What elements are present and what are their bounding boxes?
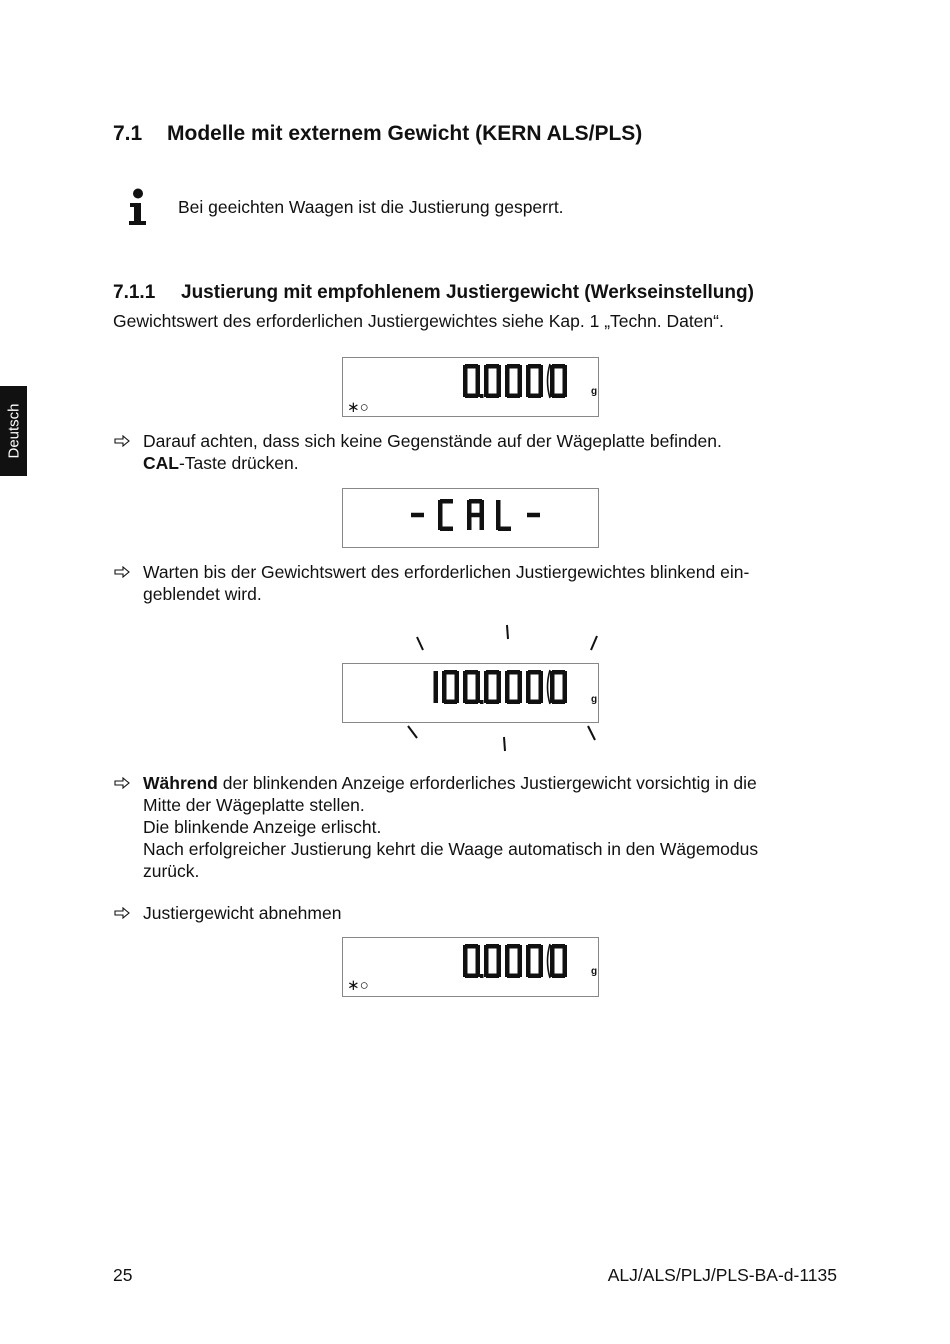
lcd-segment (463, 365, 468, 381)
lcd-segment (438, 500, 443, 515)
lcd-segment (497, 945, 502, 961)
display-digits (343, 938, 600, 998)
subsection-number: 7.1.1 (113, 282, 156, 303)
lcd-segment (505, 381, 510, 397)
lcd-segment (463, 381, 468, 397)
page-number: 25 (113, 1265, 133, 1285)
display-digits (343, 664, 600, 724)
lcd-segment (484, 365, 489, 381)
stability-indicator: ∗○ (347, 399, 369, 416)
lcd-bracket (548, 364, 551, 398)
info-note-text: Bei geeichten Waagen ist die Justierung gesperrt. (178, 197, 564, 217)
lcd-segment (497, 365, 502, 381)
lcd-display-zero-final (342, 937, 599, 997)
lcd-segment (527, 513, 540, 518)
lcd-segment (505, 671, 510, 687)
display-unit: g (591, 386, 598, 397)
lcd-segment (463, 961, 468, 977)
lcd-segment (498, 527, 511, 532)
step-3-line: Nach erfolgreicher Justierung kehrt die Waage automatisch in den Wägemodus (143, 839, 759, 859)
lcd-segment (411, 513, 424, 518)
lcd-segment (518, 945, 523, 961)
step-3-line: zurück. (143, 861, 200, 881)
lcd-segment (526, 671, 531, 687)
side-tab-label: Deutsch (5, 403, 22, 459)
lcd-segment (563, 365, 568, 381)
lcd-segment (539, 945, 544, 961)
lcd-segment (442, 687, 447, 703)
lcd-segment (563, 945, 568, 961)
lcd-display-calibration-weight (342, 663, 599, 723)
lcd-segment (484, 671, 489, 687)
lcd-segment (463, 945, 468, 961)
lcd-segment (526, 687, 531, 703)
lcd-segment (476, 945, 481, 961)
step-4-line: Justiergewicht abnehmen (143, 903, 342, 923)
lcd-segment (550, 945, 555, 961)
arrow-right-icon (114, 435, 130, 447)
lcd-segment (563, 671, 568, 687)
section-title: Modelle mit externem Gewicht (KERN ALS/PLS) (167, 122, 643, 145)
step-1 (114, 430, 722, 474)
subsection-heading (113, 282, 754, 304)
lcd-segment (550, 687, 555, 703)
blink-ray (588, 726, 595, 740)
lcd-segment (442, 671, 447, 687)
lcd-segment (463, 671, 468, 687)
section-number: 7.1 (113, 122, 143, 145)
lcd-segment (518, 365, 523, 381)
step-2-line-1: Warten bis der Gewichtswert des erforderlichen Justiergewichtes blinkend ein- (143, 562, 750, 582)
lcd-segment (440, 527, 453, 532)
arrow-right-icon (114, 907, 130, 919)
display-unit: g (591, 966, 598, 977)
lcd-segment (526, 365, 531, 381)
step-1-rest: -Taste drücken. (178, 453, 299, 473)
lcd-segment (526, 381, 531, 397)
display-cal-text (343, 489, 600, 549)
lcd-segment (526, 961, 531, 977)
blink-ray (417, 637, 423, 650)
cal-key-label: CAL (143, 453, 179, 473)
step-3-bold: Während (143, 773, 218, 793)
lcd-decimal-point (480, 394, 484, 398)
step-3-line: Mitte der Wägeplatte stellen. (143, 795, 365, 815)
step-3-rest: der blinkenden Anzeige erforderliches Justiergewicht vorsichtig in die (217, 773, 757, 793)
lcd-segment (496, 500, 501, 515)
display-digits (343, 358, 600, 418)
lcd-segment (539, 365, 544, 381)
lcd-segment (505, 687, 510, 703)
lcd-segment (484, 687, 489, 703)
blink-ray (507, 625, 508, 639)
lcd-segment (518, 671, 523, 687)
lcd-segment (497, 671, 502, 687)
blink-ray (591, 636, 597, 650)
section-heading (113, 122, 642, 146)
lcd-decimal-point (480, 974, 484, 978)
lcd-segment (455, 671, 460, 687)
lcd-segment (476, 365, 481, 381)
step-2-line-2: geblendet wird. (143, 584, 262, 604)
lcd-segment (434, 687, 439, 703)
blink-ray (504, 737, 505, 751)
arrow-right-icon (114, 777, 130, 789)
lcd-segment (463, 687, 468, 703)
stability-indicator: ∗○ (347, 977, 369, 994)
lcd-segment (469, 513, 482, 518)
lcd-segment (484, 945, 489, 961)
lcd-segment (505, 945, 510, 961)
lcd-decimal-point (480, 700, 484, 704)
step-4 (114, 902, 341, 924)
info-icon (126, 188, 150, 226)
subsection-intro: Gewichtswert des erforderlichen Justiergewichtes siehe Kap. 1 „Techn. Daten“. (113, 311, 724, 331)
lcd-segment (539, 671, 544, 687)
blink-ray (408, 726, 417, 738)
lcd-segment (550, 381, 555, 397)
lcd-segment (484, 381, 489, 397)
lcd-segment (484, 961, 489, 977)
lcd-segment (550, 365, 555, 381)
step-3 (114, 772, 758, 882)
lcd-display-cal (342, 488, 599, 548)
arrow-right-icon (114, 566, 130, 578)
lcd-segment (526, 945, 531, 961)
lcd-segment (550, 961, 555, 977)
subsection-title: Justierung mit empfohlenem Justiergewicht (Werkseinstellung) (181, 282, 754, 303)
step-1-line: Darauf achten, dass sich keine Gegenstände auf der Wägeplatte befinden. (143, 431, 722, 451)
lcd-segment (505, 365, 510, 381)
lcd-segment (550, 671, 555, 687)
language-side-tab (0, 386, 27, 476)
lcd-bracket (548, 670, 551, 704)
lcd-segment (476, 671, 481, 687)
lcd-segment (505, 961, 510, 977)
step-2 (114, 561, 749, 605)
lcd-bracket (548, 944, 551, 978)
step-3-line: Die blinkende Anzeige erlischt. (143, 817, 382, 837)
display-unit: g (591, 694, 598, 705)
document-id: ALJ/ALS/PLJ/PLS-BA-d-1135 (607, 1265, 837, 1285)
lcd-segment (434, 671, 439, 687)
lcd-display-zero (342, 357, 599, 417)
